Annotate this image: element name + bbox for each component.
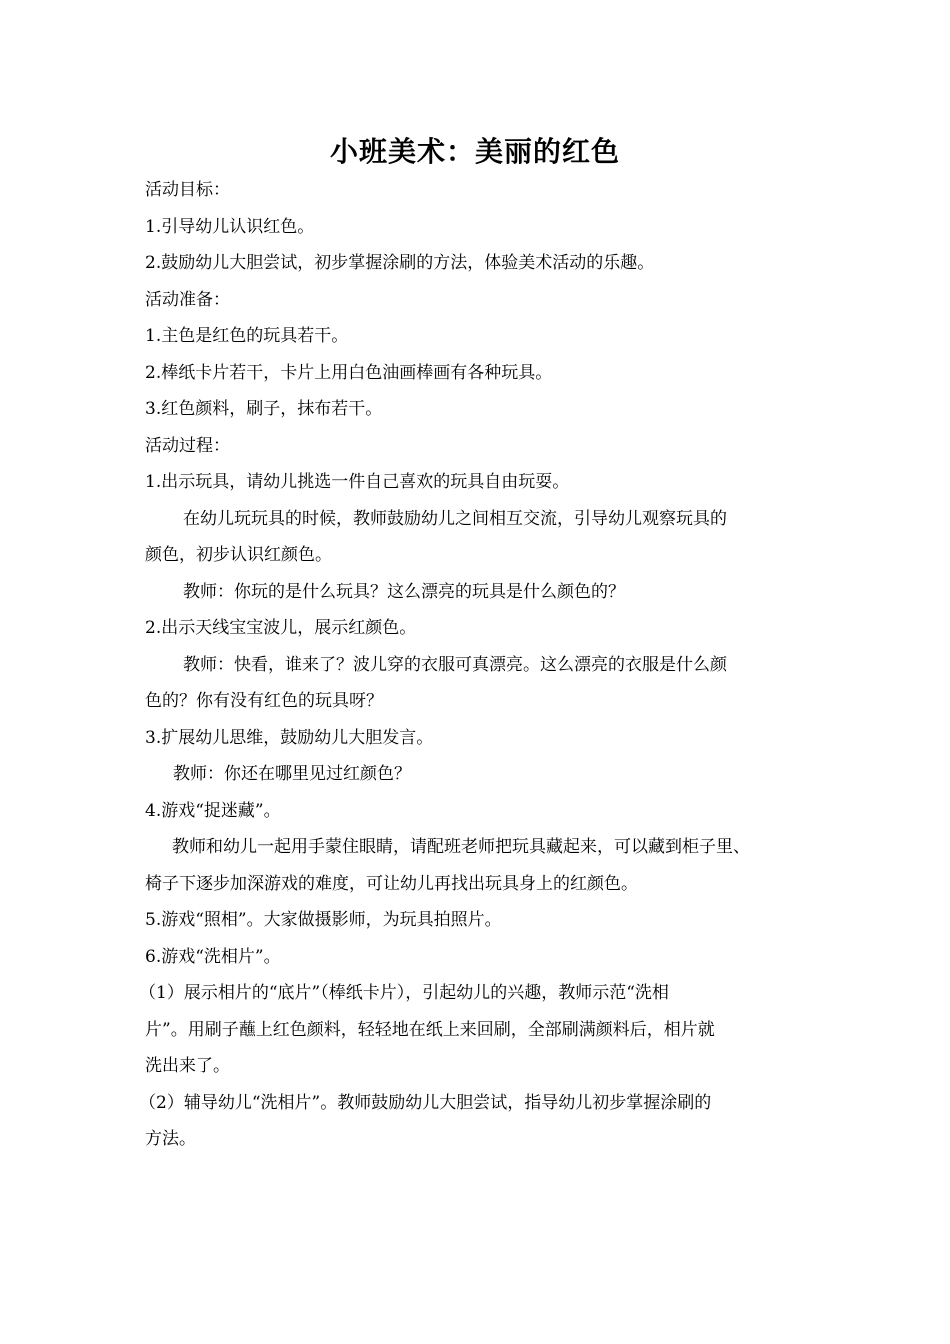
teacher-dialogue-line: 教师：快看，谁来了？波儿穿的衣服可真漂亮。这么漂亮的衣服是什么颜: [183, 654, 727, 675]
teacher-dialogue: 教师：你还在哪里见过红颜色？: [173, 764, 411, 784]
teacher-dialogue: 教师：你玩的是什么玩具？这么漂亮的玩具是什么颜色的？: [183, 581, 625, 602]
sub-step-line: 洗出来了。: [145, 1056, 230, 1076]
document-title: 小班美术：美丽的红色: [329, 135, 620, 168]
process-step: 5.游戏“照相”。大家做摄影师，为玩具拍照片。: [145, 910, 502, 930]
process-paragraph-line: 颜色，初步认识红颜色。: [145, 545, 332, 565]
goal-item: 1.引导幼儿认识红色。: [145, 216, 315, 237]
section-heading-goals: 活动目标：: [145, 180, 230, 200]
document-body: [139, 172, 825, 1158]
sub-step-line: 方法。: [145, 1129, 196, 1149]
preparation-item: 2.棒纸卡片若干，卡片上用白色油画棒画有各种玩具。: [145, 362, 553, 383]
process-paragraph-line: 在幼儿玩玩具的时候，教师鼓励幼儿之间相互交流，引导幼儿观察玩具的: [183, 508, 727, 529]
preparation-item: 1.主色是红色的玩具若干。: [145, 326, 349, 346]
process-step: 1.出示玩具，请幼儿挑选一件自己喜欢的玩具自由玩耍。: [145, 472, 570, 492]
teacher-dialogue-line: 色的？你有没有红色的玩具呀？: [145, 691, 383, 711]
goal-item: 2.鼓励幼儿大胆尝试，初步掌握涂刷的方法，体验美术活动的乐趣。: [145, 253, 655, 273]
process-paragraph-line: 教师和幼儿一起用手蒙住眼睛，请配班老师把玩具藏起来，可以藏到柜子里、: [172, 837, 750, 857]
sub-step-line: （1）展示相片的“底片”（棒纸卡片），引起幼儿的兴趣，教师示范“洗相: [139, 983, 669, 1003]
process-step: 6.游戏“洗相片”。: [145, 946, 281, 967]
process-step: 2.出示天线宝宝波儿，展示红颜色。: [145, 618, 417, 638]
sub-step-line: 片”。用刷子蘸上红色颜料，轻轻地在纸上来回刷，全部刷满颜料后，相片就: [145, 1019, 715, 1040]
process-step: 3.扩展幼儿思维，鼓励幼儿大胆发言。: [145, 727, 434, 748]
section-heading-preparation: 活动准备：: [145, 289, 230, 310]
process-paragraph-line: 椅子下逐步加深游戏的难度，可让幼儿再找出玩具身上的红颜色。: [145, 873, 638, 894]
section-heading-process: 活动过程：: [145, 435, 230, 456]
process-step: 4.游戏“捉迷藏”。: [145, 800, 281, 821]
preparation-item: 3.红色颜料，刷子，抹布若干。: [145, 399, 383, 419]
sub-step-line: （2）辅导幼儿“洗相片”。教师鼓励幼儿大胆尝试，指导幼儿初步掌握涂刷的: [139, 1092, 712, 1113]
